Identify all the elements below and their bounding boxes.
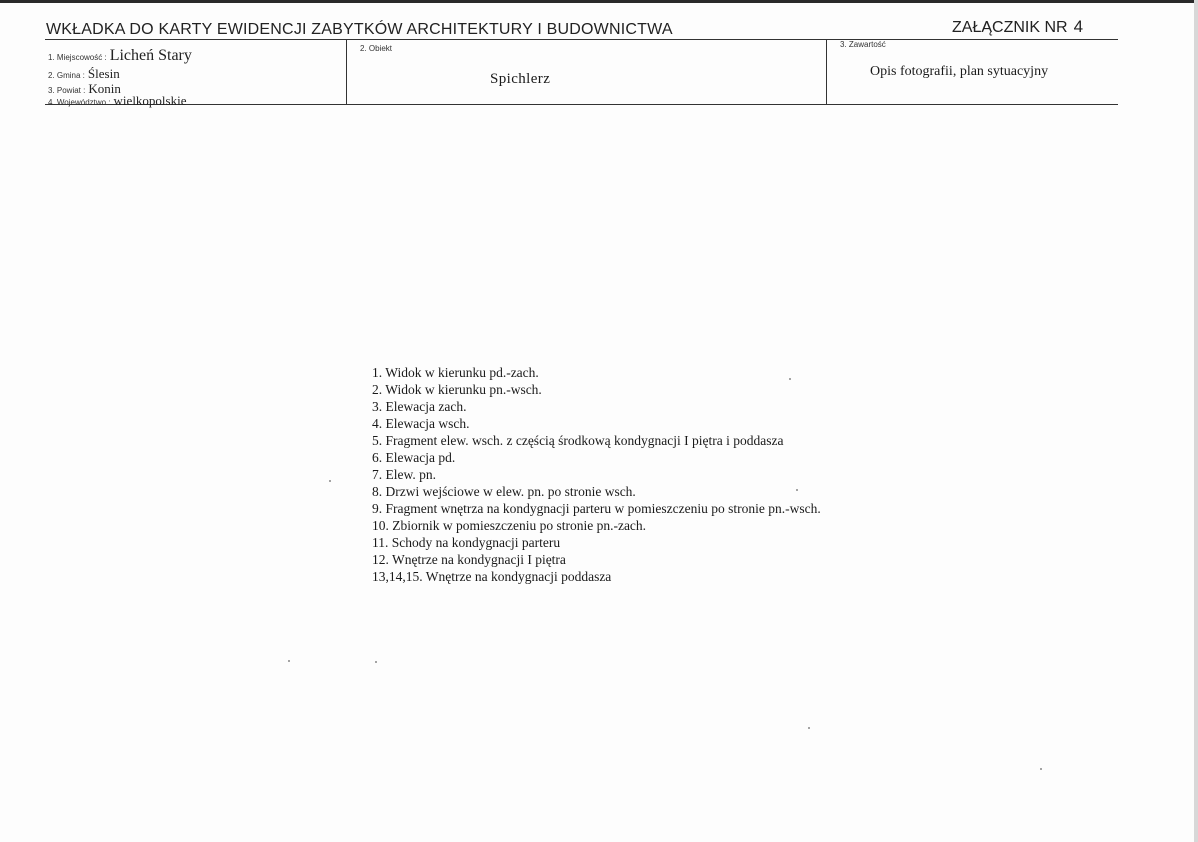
scan-speck — [288, 660, 290, 662]
zawartosc-label: 3. Zawartość — [840, 40, 886, 49]
annex-label: ZAŁĄCZNIK NR — [952, 19, 1068, 36]
photo-item: 9. Fragment wnętrza na kondygnacji parteru w pomieszczeniu po stronie pn.-wsch. — [372, 501, 821, 516]
scan-right-edge — [1194, 0, 1198, 842]
scan-speck — [1040, 768, 1042, 770]
photo-item: 13,14,15. Wnętrze na kondygnacji poddasza — [372, 569, 612, 584]
photo-description-list — [372, 364, 821, 585]
photo-item: 1. Widok w kierunku pd.-zach. — [372, 365, 539, 380]
photo-item: 4. Elewacja wsch. — [372, 416, 470, 431]
photo-item: 3. Elewacja zach. — [372, 399, 467, 414]
header-bottom-rule — [45, 104, 1118, 105]
obiekt-value: Spichlerz — [490, 71, 551, 87]
photo-item: 8. Drzwi wejściowe w elew. pn. po stronie wsch. — [372, 484, 636, 499]
scan-speck — [329, 480, 331, 482]
wojewodztwo-value: wielkopolskie — [113, 93, 187, 108]
photo-item: 10. Zbiornik w pomieszczeniu po stronie pn.-zach. — [372, 518, 647, 533]
photo-item: 11. Schody na kondygnacji parteru — [372, 535, 561, 550]
scan-speck — [375, 661, 377, 663]
photo-item: 12. Wnętrze na kondygnacji I piętra — [372, 552, 566, 567]
photo-item: 5. Fragment elew. wsch. z częścią środkową kondygnacji I piętra i poddasza — [372, 433, 784, 448]
zawartosc-value: Opis fotografii, plan sytuacyjny — [870, 64, 1049, 79]
wojewodztwo-label: 4. Województwo : — [48, 98, 111, 107]
column-divider-2 — [826, 39, 827, 104]
scan-speck — [796, 489, 798, 491]
miejscowosc-label: 1. Miejscowość : — [48, 53, 107, 62]
gmina-value: Ślesin — [87, 66, 120, 81]
powiat-value: Konin — [88, 81, 121, 96]
header-top-rule — [45, 39, 1118, 40]
photo-item: 7. Elew. pn. — [372, 467, 436, 482]
scan-speck — [789, 378, 791, 380]
annex-label-group — [952, 17, 1083, 37]
scan-speck — [808, 727, 810, 729]
annex-number: 4 — [1073, 17, 1084, 36]
powiat-label: 3. Powiat : — [48, 86, 86, 95]
miejscowosc-field — [48, 47, 192, 65]
form-title: WKŁADKA DO KARTY EWIDENCJI ZABYTKÓW ARCHITEKTURY I BUDOWNICTWA — [46, 21, 673, 38]
photo-item: 6. Elewacja pd. — [372, 450, 456, 465]
obiekt-label: 2. Obiekt — [360, 44, 393, 53]
scan-top-edge — [0, 0, 1198, 3]
miejscowosc-value: Licheń Stary — [109, 47, 192, 64]
gmina-label: 2. Gmina : — [48, 71, 85, 80]
wojewodztwo-field — [48, 92, 186, 110]
photo-item: 2. Widok w kierunku pn.-wsch. — [372, 382, 542, 397]
column-divider-1 — [346, 39, 347, 104]
